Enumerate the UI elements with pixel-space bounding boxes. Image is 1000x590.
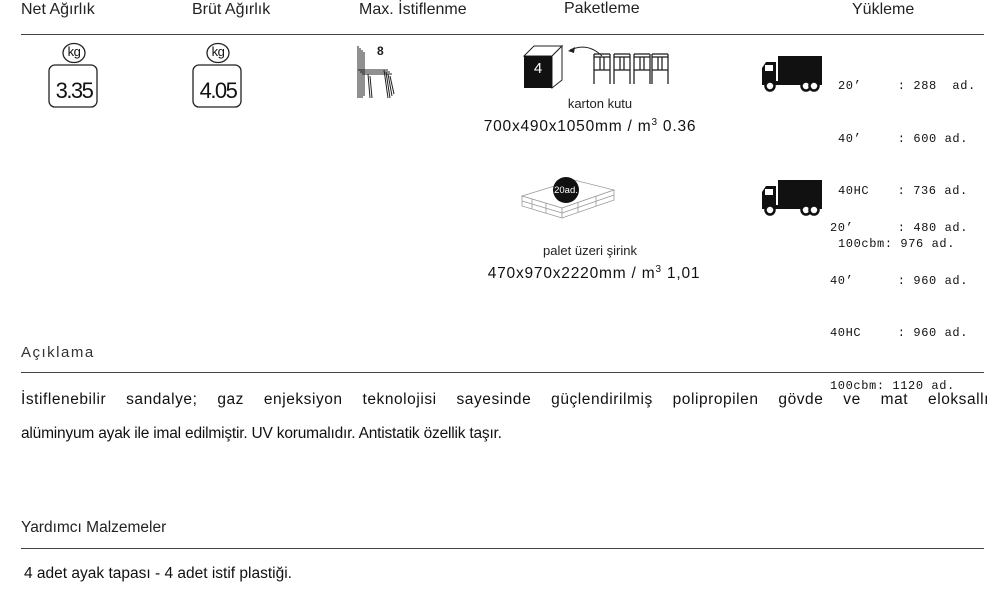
accessories-title: Yardımcı Malzemeler xyxy=(21,519,167,536)
description-line-2: alüminyum ayak ile imal edilmiştir. UV korumalıdır. Antistatik özellik taşır. xyxy=(21,425,502,442)
header-divider xyxy=(21,34,984,35)
gross-weight-unit: kg xyxy=(211,44,225,59)
header-net-weight: Net Ağırlık xyxy=(21,1,95,18)
truck-carton xyxy=(760,54,824,99)
net-weight-value: 3.35 xyxy=(55,78,93,103)
header-loading: Yükleme xyxy=(852,1,915,18)
gross-weight-badge xyxy=(190,40,246,114)
stack-count: 8 xyxy=(377,44,384,58)
header-max-stacking: Max. İstiflenme xyxy=(359,1,467,18)
pallet-label: palet üzeri şirink xyxy=(543,243,637,258)
accessories-text: 4 adet ayak tapası - 4 adet istif plastiği. xyxy=(24,565,292,582)
pallet-icon xyxy=(518,176,618,224)
carton-dimensions: $700x490x1050mm / m^3$ 0.36 xyxy=(483,117,697,136)
loading-row: 40HC : 736 ad. xyxy=(838,184,968,198)
pallet xyxy=(518,176,618,229)
loading-pallet-list xyxy=(830,185,968,413)
truck-icon xyxy=(760,178,824,218)
carton-box-count: 4 xyxy=(533,60,543,77)
header-gross-weight: Brüt Ağırlık xyxy=(192,1,271,18)
net-weight-badge xyxy=(46,40,102,114)
pallet-badge: 20ad. xyxy=(554,185,578,196)
net-weight-unit: kg xyxy=(67,44,81,59)
loading-row: 100cbm: 976 ad. xyxy=(838,236,956,251)
loading-row: 40’ : 600 ad. xyxy=(838,131,969,146)
accessories-divider xyxy=(21,548,984,549)
truck-icon xyxy=(760,54,824,94)
pallet-dimensions: $470x970x2220mm / m^3$ 1,01 xyxy=(487,264,701,283)
carton-label: karton kutu xyxy=(567,96,633,111)
description-divider xyxy=(21,372,984,373)
loading-row: 20’ : 480 ad. xyxy=(830,221,969,235)
header-packaging: Paketleme xyxy=(564,0,640,17)
description-title: Açıklama xyxy=(21,344,95,361)
truck-pallet xyxy=(760,178,824,223)
loading-row: 20’ : 288 ad. xyxy=(838,79,976,93)
chairs-row xyxy=(592,50,672,91)
description-line-1: İstiflenebilir sandalye; gaz enjeksiyon teknolojisi sayesinde güçlendirilmiş polipropilen gövde ve mat eloksallı xyxy=(21,391,989,408)
loading-row: 40HC : 960 ad. xyxy=(830,326,969,340)
chairs-row-icon xyxy=(592,50,672,86)
loading-row: 40’ : 960 ad. xyxy=(830,273,969,288)
loading-row: 100cbm: 1120 ad. xyxy=(830,378,955,393)
gross-weight-value: 4.05 xyxy=(199,78,237,103)
